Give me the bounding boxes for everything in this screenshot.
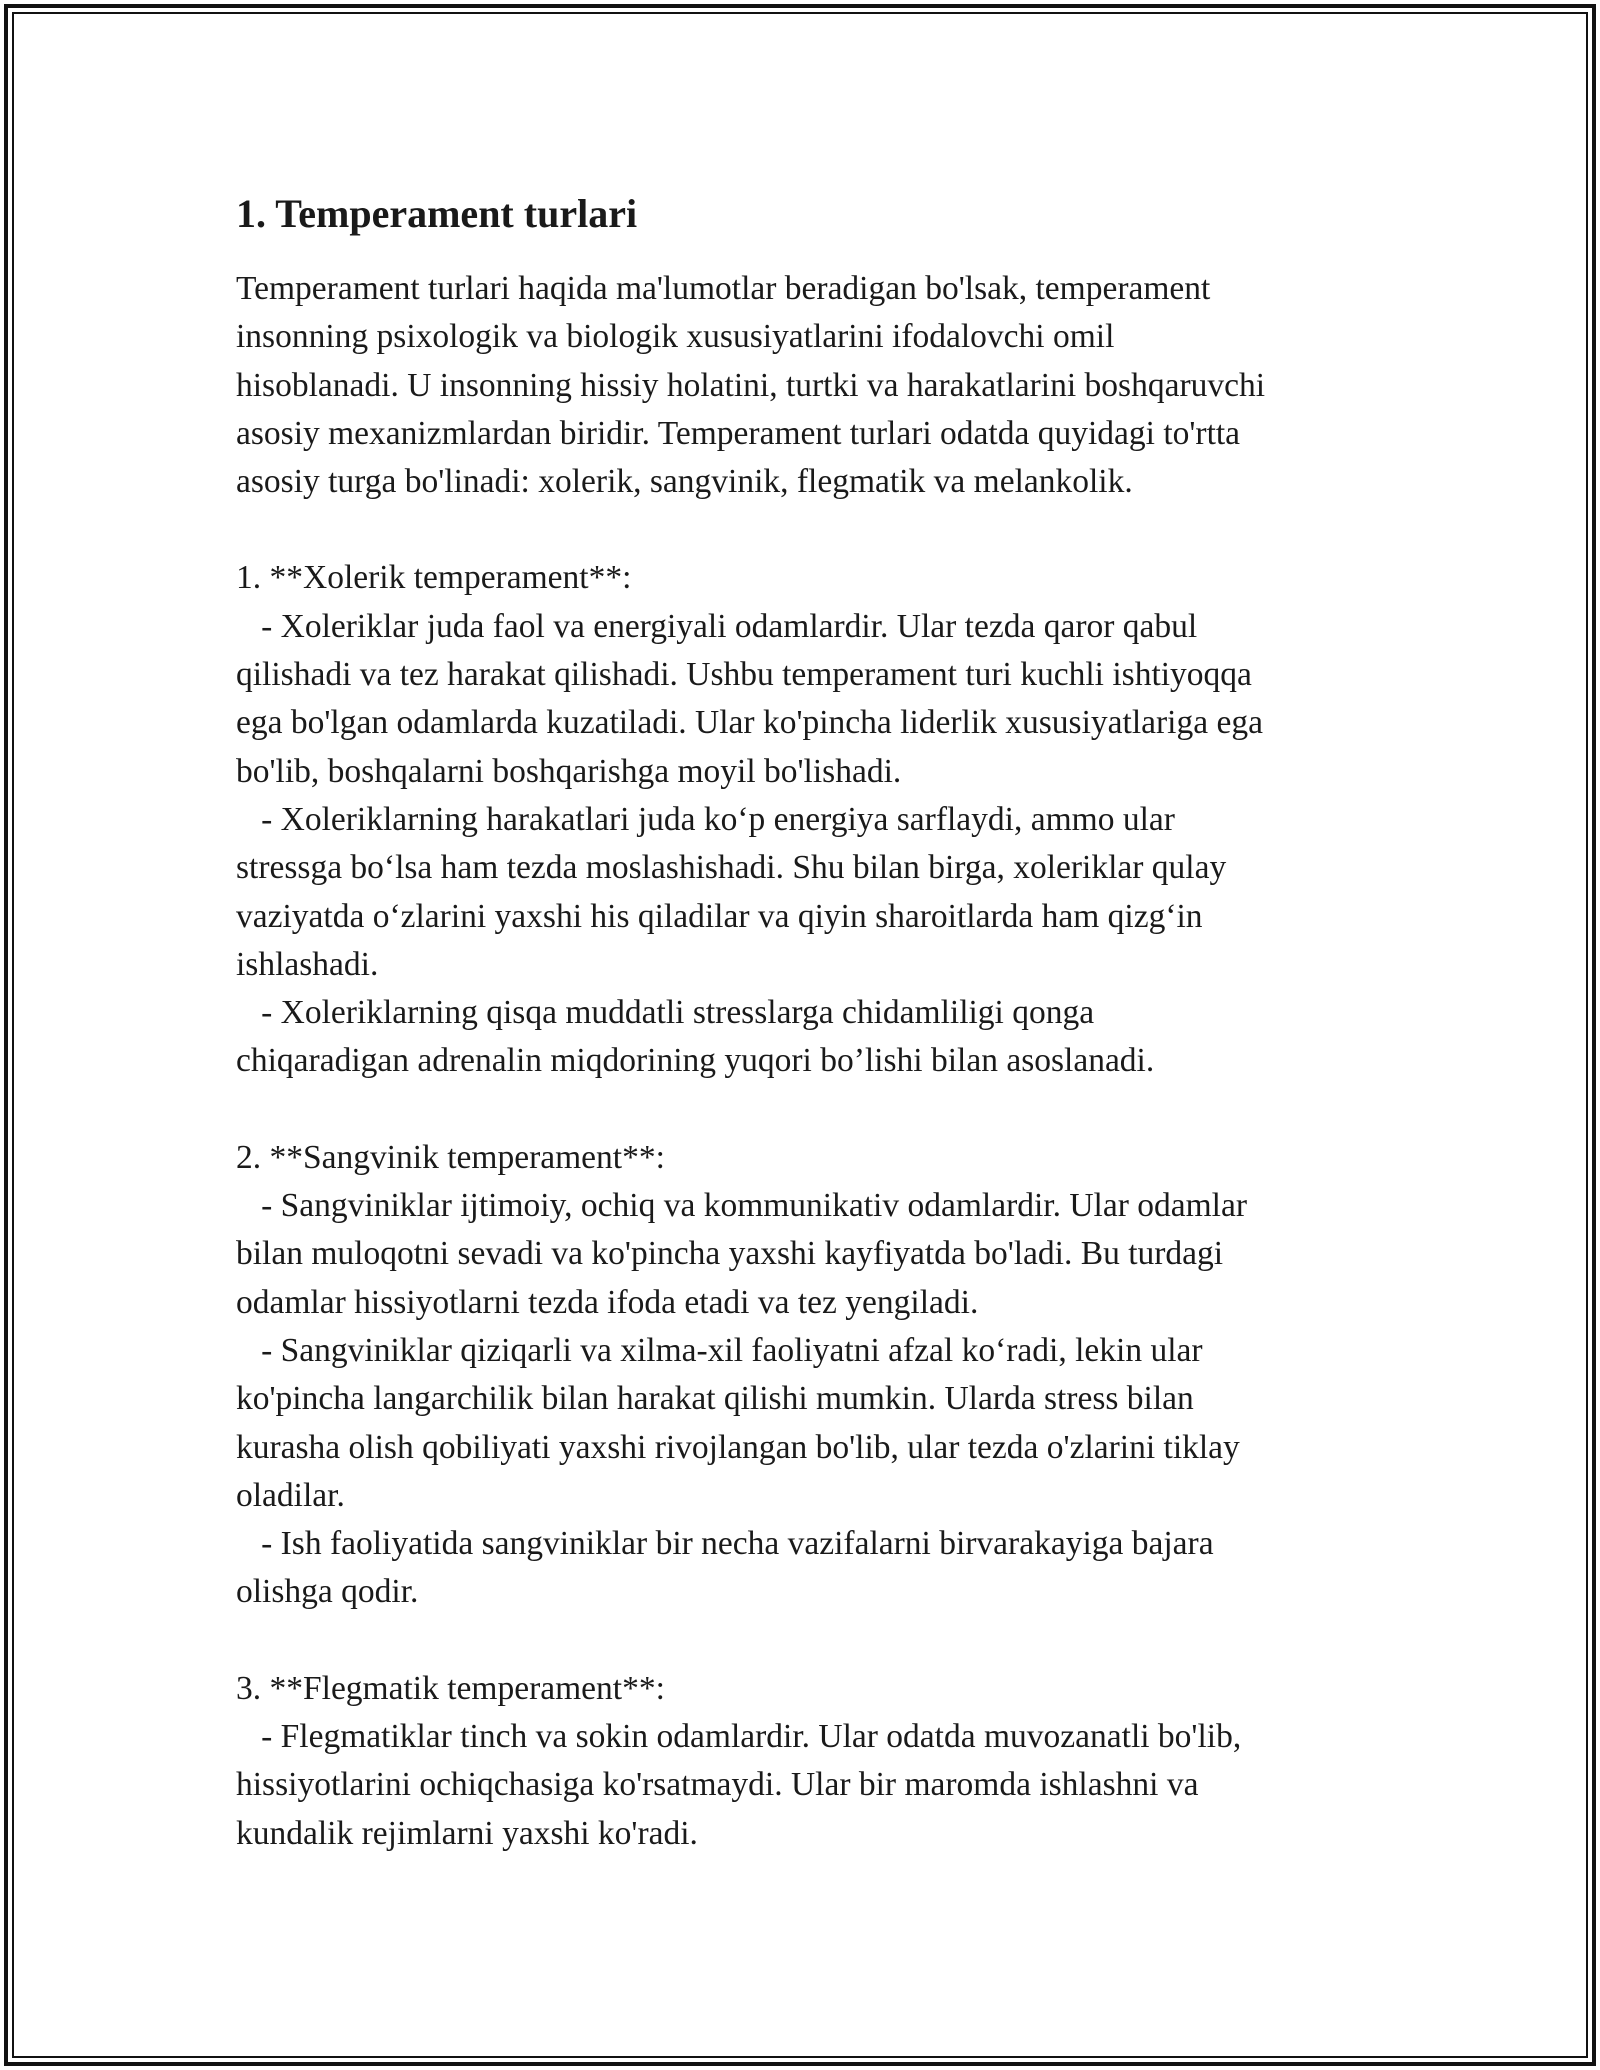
section-line: - Xoleriklarning harakatlari juda ko‘p energiya sarflaydi, ammo ular (236, 800, 1175, 838)
section-xolerik (236, 554, 1376, 1085)
section-line: kurasha olish qobiliyati yaxshi rivojlangan bo'lib, ular tezda o'zlarini tiklay (236, 1428, 1240, 1466)
section-heading: 3. **Flegmatik temperament**: (236, 1669, 665, 1707)
section-line: oladilar. (236, 1476, 345, 1514)
section-line: bilan muloqotni sevadi va ko'pincha yaxshi kayfiyatda bo'ladi. Bu turdagi (236, 1235, 1224, 1273)
section-flegmatik (236, 1665, 1376, 1858)
section-line: ko'pincha langarchilik bilan harakat qilishi mumkin. Ularda stress bilan (236, 1380, 1194, 1418)
section-sangvinik (236, 1134, 1376, 1617)
section-line: - Flegmatiklar tinch va sokin odamlardir. Ular odatda muvozanatli bo'lib, (236, 1718, 1242, 1756)
section-line: - Xoleriklarning qisqa muddatli stresslarga chidamliligi qonga (236, 994, 1095, 1032)
section-line: odamlar hissiyotlarni tezda ifoda etadi va tez yengiladi. (236, 1283, 979, 1321)
section-line: - Ish faoliyatida sangviniklar bir necha vazifalarni birvarakayiga bajara (236, 1525, 1214, 1563)
section-line: qilishadi va tez harakat qilishadi. Ushbu temperament turi kuchli ishtiyoqqa (236, 656, 1252, 694)
section-line: hissiyotlarini ochiqchasiga ko'rsatmaydi. Ular bir maromda ishlashni va (236, 1766, 1199, 1804)
section-line: - Sangviniklar qiziqarli va xilma-xil faoliyatni afzal ko‘radi, lekin ular (236, 1331, 1203, 1369)
section-heading: 2. **Sangvinik temperament**: (236, 1138, 665, 1176)
section-line: ishlashadi. (236, 945, 379, 983)
document-title: 1. Temperament turlari (236, 191, 638, 236)
section-line: ega bo'lgan odamlarda kuzatiladi. Ular ko'pincha liderlik xususiyatlariga ega (236, 704, 1263, 742)
section-line: vaziyatda o‘zlarini yaxshi his qiladilar va qiyin sharoitlarda ham qizg‘in (236, 897, 1203, 935)
section-line: - Xoleriklar juda faol va energiyali odamlardir. Ular tezda qaror qabul (236, 607, 1198, 645)
section-line: kundalik rejimlarni yaxshi ko'radi. (236, 1814, 698, 1852)
intro-paragraph: Temperament turlari haqida ma'lumotlar beradigan bo'lsak, temperament insonning psixologik va biologik xususiyatlarini ifodalovchi omil hisoblanadi. U insonning hissiy holatini, turtki va harakatlarini boshqaruvchi asosiy mexanizmlardan biridir. Temperament turlari odatda quyidagi to'rtta asosiy turga bo'linadi: xolerik, sangvinik, flegmatik va melankolik. (236, 270, 1266, 501)
document-body (236, 188, 1376, 1858)
section-line: chiqaradigan adrenalin miqdorining yuqori bo’lishi bilan asoslanadi. (236, 1042, 1155, 1080)
section-line: olishga qodir. (236, 1573, 419, 1611)
section-line: - Sangviniklar ijtimoiy, ochiq va kommunikativ odamlardir. Ular odamlar (236, 1187, 1248, 1225)
section-heading: 1. **Xolerik temperament**: (236, 559, 632, 597)
section-line: stressga bo‘lsa ham tezda moslashishadi. Shu bilan birga, xoleriklar qulay (236, 849, 1227, 887)
section-line: bo'lib, boshqalarni boshqarishga moyil bo'lishadi. (236, 752, 902, 790)
